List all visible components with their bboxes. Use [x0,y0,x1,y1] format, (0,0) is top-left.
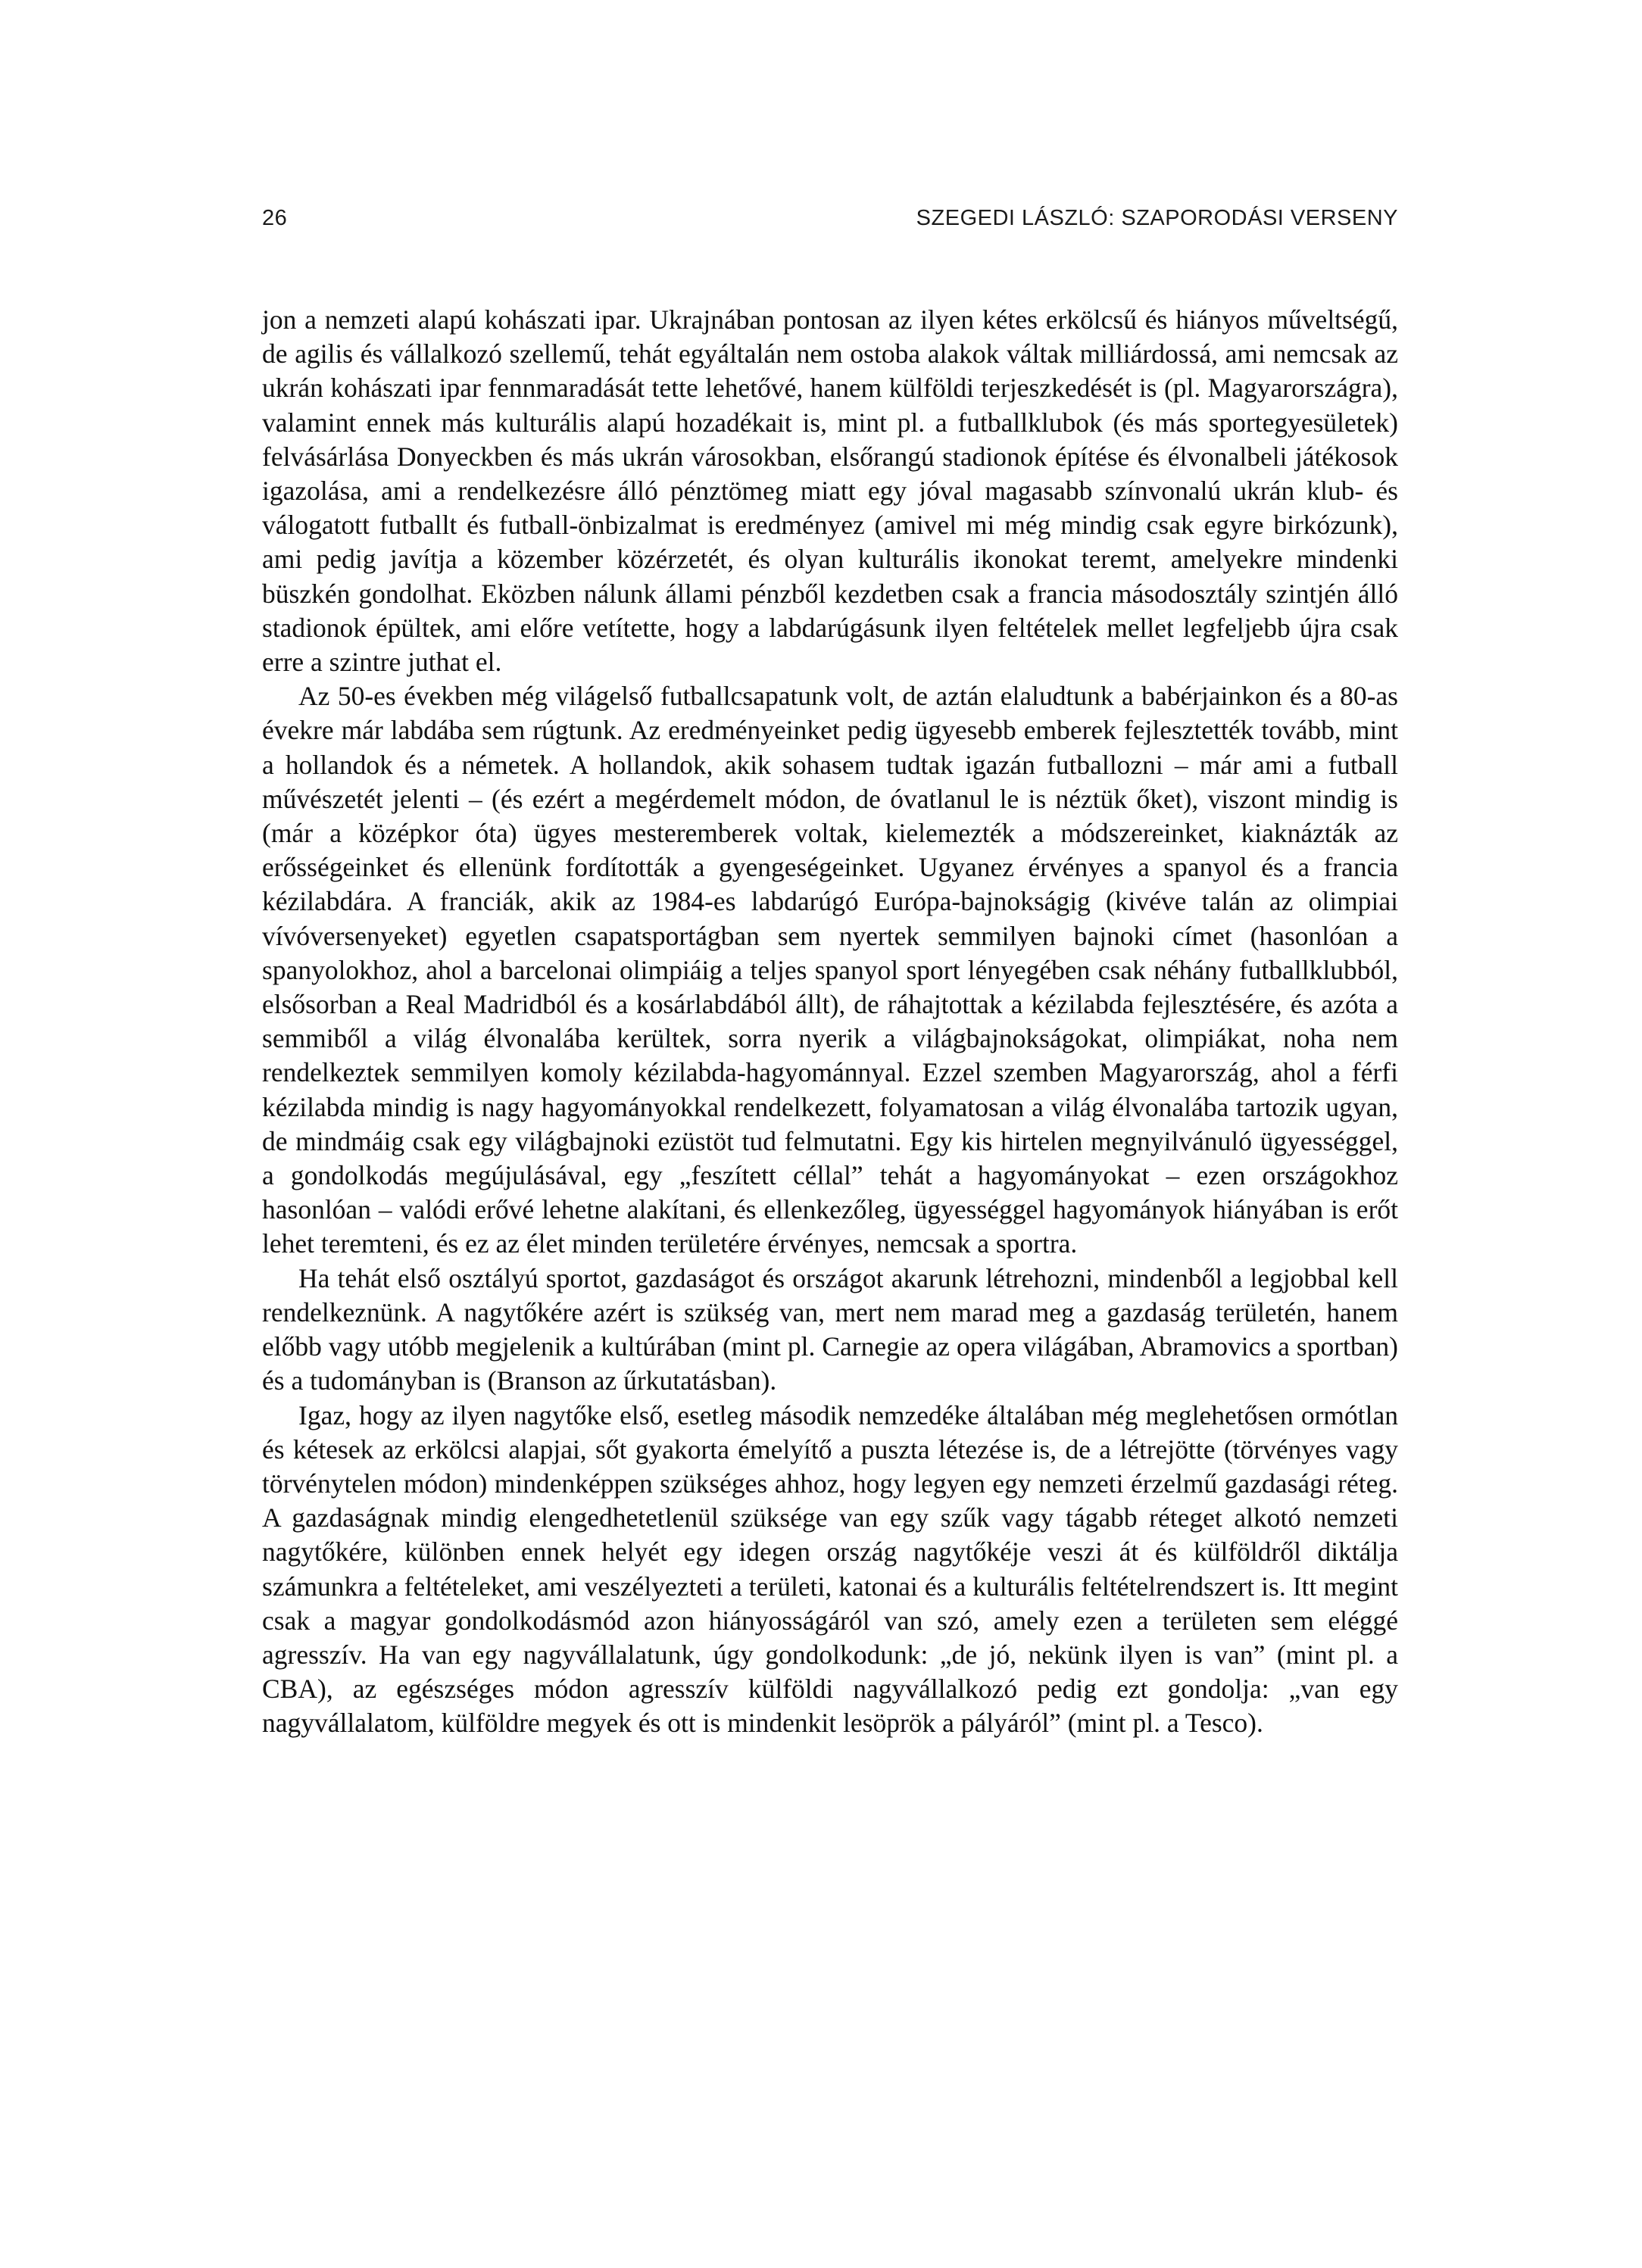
paragraph: Igaz, hogy az ilyen nagytőke első, esetleg második nemzedéke általában még meglehetősen ormótlan és kétesek az erkölcsi alapjai, sőt gyakorta émelyítő a puszta létezése is, de a létrejötte (törvényes vagy törvénytelen módon) mindenképpen szükséges ahhoz, hogy legyen egy nemzeti érzelmű gazdasági réteg. A gazdaságnak mindig elengedhetetlenül szüksége van egy szűk vagy tágabb réteget alkotó nemzeti nagytőkére, különben ennek helyét egy idegen ország nagytőkéje veszi át és külföldről diktálja számunkra a feltételeket, ami veszélyezteti a területi, katonai és a kulturális feltételrendszert is. Itt megint csak a magyar gondolkodásmód azon hiányosságáról van szó, amely ezen a területen sem eléggé agresszív. Ha van egy nagyvállalatunk, úgy gondolkodunk: „de jó, nekünk ilyen is van” (mint pl. a CBA), az egészséges módon agresszív külföldi nagyvállalkozó pedig ezt gondolja: „van egy nagyvállalatom, külföldre megyek és ott is mindenkit lesöprök a pályáról” (mint pl. a Tesco). [262,1399,1398,1739]
page-number: 26 [262,206,288,230]
paragraph: Ha tehát első osztályú sportot, gazdaságot és országot akarunk létrehozni, mindenből a legjobbal kell rendelkeznünk. A nagytőkére azért is szükség van, mert nem marad meg a gazdaság területén, hanem előbb vagy utóbb megjelenik a kultúrában (mint pl. Carnegie az opera világában, Abramovics a sportban) és a tudományban is (Branson az űrkutatásban). [262,1262,1398,1396]
page-header [262,206,1398,236]
paragraph: Az 50-es években még világelső futballcsapatunk volt, de aztán elaludtunk a babérjainkon és a 80-as évekre már labdába sem rúgtunk. Az eredményeinket pedig ügyesebb emberek fejlesztették tovább, mint a hollandok és a németek. A hollandok, akik sohasem tudtak igazán futballozni – már ami a futball művészetét jelenti – (és ezért a megérdemelt módon, de óvatlanul le is néztük őket), viszont mindig is (már a középkor óta) ügyes mesteremberek voltak, kielemezték a módszereinket, kiaknázták az erősségeinket és ellenünk fordították a gyengeségeinket. Ugyanez érvényes a spanyol és a francia kézilabdára. A franciák, akik az 1984-es labdarúgó Európa-bajnokságig (kivéve talán az olimpiai vívóversenyeket) egyetlen csapatsportágban sem nyertek semmilyen bajnoki címet (hasonlóan a spanyolokhoz, ahol a barcelonai olimpiáig a teljes spanyol sport lényegében csak néhány futballklubból, elsősorban a Real Madridból és a kosárlabdából állt), de ráhajtottak a kézilabda fejlesztésére, és azóta a semmiből a világ élvonalába kerültek, sorra nyerik a világbajnokságokat, olimpiákat, noha nem rendelkeztek semmilyen komoly kézilabda-hagyománnyal. Ezzel szemben Magyarország, ahol a férfi kézilabda mindig is nagy hagyományokkal rendelkezett, folyamatosan a világ élvonalába tartozik ugyan, de mindmáig csak egy világbajnoki ezüstöt tud felmutatni. Egy kis hirtelen megnyilvánuló ügyességgel, a gondolkodás megújulásával, egy „feszített céllal” tehát a hagyományokat – ezen országokhoz hasonlóan – valódi erővé lehetne alakítani, és ellenkezőleg, ügyességgel hagyományok hiányában is erőt lehet teremteni, és ez az élet minden területére érvényes, nemcsak a sportra. [262,681,1398,1259]
running-title: SZEGEDI LÁSZLÓ: SZAPORODÁSI VERSENY [916,206,1398,230]
body-text [262,303,1398,1741]
paragraph: jon a nemzeti alapú kohászati ipar. Ukrajnában pontosan az ilyen kétes erkölcsű és hiányos műveltségű, de agilis és vállalkozó szellemű, tehát egyáltalán nem ostoba alakok váltak milliárdossá, ami nemcsak az ukrán kohászati ipar fennmaradását tette lehetővé, hanem külföldi terjeszkedését is (pl. Magyarországra), valamint ennek más kulturális alapú hozadékait is, mint pl. a futballklubok (és más sportegyesületek) felvásárlása Donyeckben és más ukrán városokban, elsőrangú stadionok építése és élvonalbeli játékosok igazolása, ami a rendelkezésre álló pénztömeg miatt egy jóval magasabb színvonalú ukrán klub- és válogatott futballt és futball-önbizalmat is eredményez (amivel mi még mindig csak egyre birkózunk), ami pedig javítja a közember közérzetét, és olyan kulturális ikonokat teremt, amelyekre mindenki büszkén gondolhat. Eközben nálunk állami pénzből kezdetben csak a francia másodosztály szintjén álló stadionok épültek, ami előre vetítette, hogy a labdarúgásunk ilyen feltételek mellet legfeljebb újra csak erre a szintre juthat el. [262,304,1398,678]
